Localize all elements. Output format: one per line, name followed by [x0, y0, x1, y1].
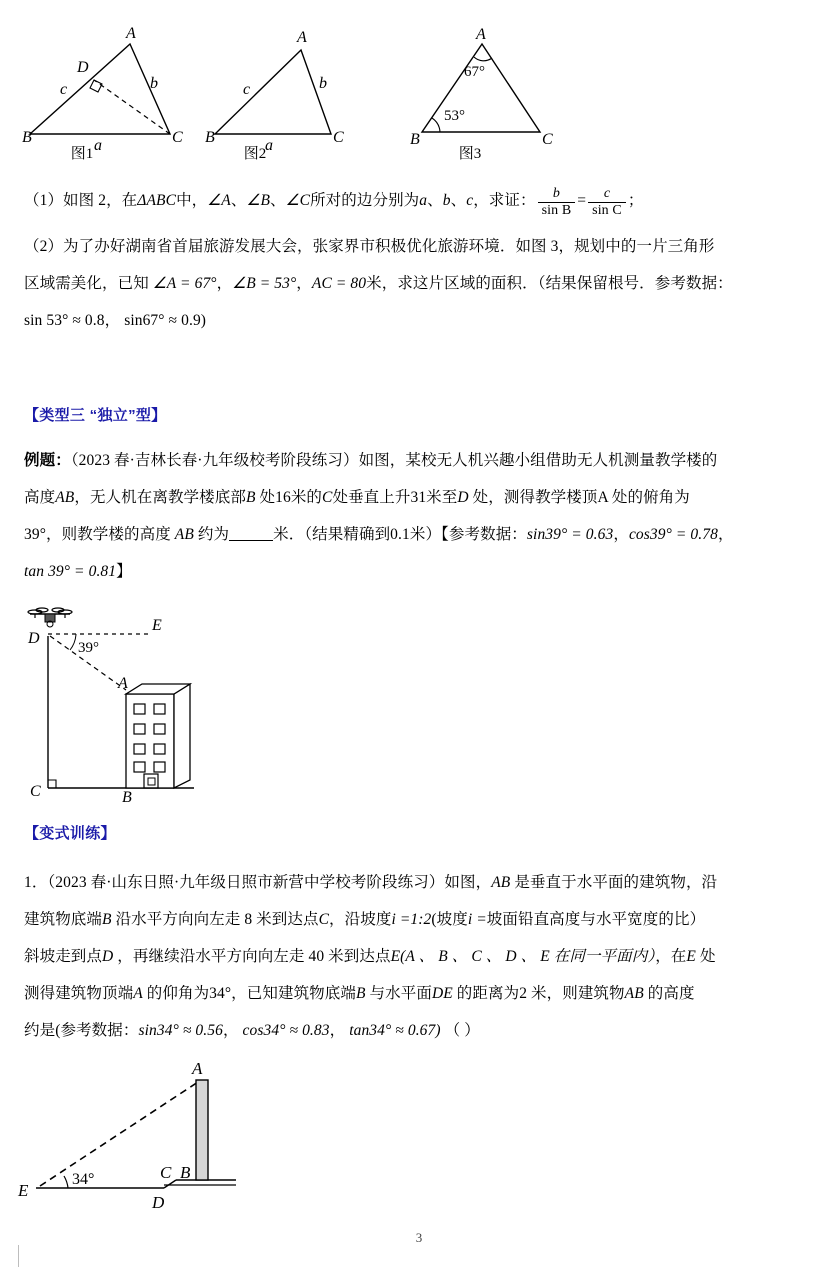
ex-comma-a: ， [613, 526, 629, 543]
ex-l2c: 处16米的 [259, 489, 323, 506]
angle-label-A: 67° [464, 64, 485, 80]
angle-label-B: 53° [444, 108, 465, 124]
figure-3 [400, 22, 570, 148]
v1-l2c: ，沿坡度 [329, 911, 392, 928]
q2-ac-value: AC = 80 [311, 275, 367, 292]
v1-ab-2: AB [624, 985, 644, 1002]
label-B: B [22, 129, 32, 146]
slope-building-figure [14, 1052, 254, 1217]
v1-ab: AB [491, 874, 511, 891]
v1-de: DE [431, 985, 453, 1002]
variant-one-line-5 [24, 1012, 816, 1049]
v1-comma-b: ， [329, 1022, 346, 1039]
triangle-outline [422, 44, 540, 132]
label-C: C [542, 131, 553, 148]
ex-ab: AB [55, 489, 75, 506]
variant-one-line-2 [24, 901, 816, 938]
drone-icon [28, 608, 72, 627]
v1-slope-value: i =1:2 [391, 911, 432, 928]
label-B: B [122, 789, 132, 806]
v1-l2e: 坡面铅直高度与水平宽度的比） [486, 911, 706, 928]
fraction-numerator: b [552, 186, 560, 201]
q1-side-c: c [466, 192, 474, 209]
label-side-c: c [60, 81, 68, 98]
drone-building-figure [22, 598, 242, 806]
example-label: 例题： [24, 452, 71, 469]
label-A: A [126, 25, 136, 42]
question-one-paragraph [24, 182, 814, 219]
q1-triangle: ΔABC [137, 192, 177, 209]
ex-l3c: 米．（结果精确到0.1米）【参考数据： [273, 526, 527, 543]
q2-sin67: sin67° ≈ 0.9) [124, 312, 207, 329]
variant-one-line-4 [24, 975, 816, 1012]
v1-l2d: (坡度 [431, 911, 468, 928]
section-heading-type-three: 【类型三 “独立”型】 [24, 407, 167, 424]
v1-l5a: 约是( [24, 1022, 61, 1039]
ex-point-b: B [245, 489, 256, 506]
v1-tan34: tan34° ≈ 0.67) [349, 1022, 441, 1039]
q2-sin53: sin 53° ≈ 0.8 [24, 312, 105, 329]
example-line-1 [24, 442, 816, 479]
v1-point-e-2: E [686, 948, 696, 965]
v1-l1b: 是垂直于水平面的建筑物，沿 [514, 874, 718, 891]
question-two-line-2 [24, 265, 816, 302]
figure-1-caption: 图1 [70, 146, 94, 162]
variant-one-line-1 [24, 864, 816, 901]
q1-mid: 中， [176, 192, 208, 209]
v1-point-a: A [133, 985, 143, 1002]
label-D: D [28, 630, 40, 647]
label-A: A [118, 675, 128, 692]
ex-cos39: cos39° = 0.78 [628, 526, 718, 543]
q2-comma2: ， [296, 275, 312, 292]
label-A: A [297, 29, 307, 46]
q1-side-b: b [442, 192, 451, 209]
v1-cos34: cos34° ≈ 0.83 [242, 1022, 330, 1039]
q1-prove-label: ，求证： [473, 192, 536, 209]
question-two-line-1: （2）为了办好湖南省首届旅游发展大会，张家界市积极优化旅游环境．如图 3，规划中的一片三角形 [24, 238, 715, 255]
question-two-line-3 [24, 302, 816, 339]
label-C: C [160, 1163, 172, 1182]
v1-l4c: 与水平面 [369, 985, 432, 1002]
v1-point-b: B [102, 911, 112, 928]
answer-blank[interactable] [229, 526, 273, 542]
angle-label-34: 34° [72, 1171, 95, 1188]
q1-prefix: （1）如图 2，在 [24, 192, 138, 209]
fraction-numerator: c [603, 186, 611, 201]
v1-choice-blank[interactable]: （ ） [444, 1022, 480, 1039]
ex-l3a: 39°，则教学楼的高度 [24, 526, 171, 543]
v1-comma-a: ， [222, 1022, 239, 1039]
page-number: 3 [415, 1230, 423, 1245]
fraction-denominator: sin B [538, 202, 576, 219]
example-body-1: 如图，某校无人机兴趣小组借助无人机测量教学楼的 [358, 452, 718, 469]
example-source: （2023 春·吉林长春·九年级校考阶段练习） [70, 452, 359, 469]
q1-angle-b: ∠B [246, 192, 271, 209]
ex-tan39: tan 39° = 0.81 [24, 563, 117, 580]
label-A: A [192, 1059, 203, 1078]
ex-l3b: 约为 [197, 526, 230, 543]
v1-l4b: 的仰角为34°，已知建筑物底端 [146, 985, 356, 1002]
label-E: E [18, 1181, 29, 1200]
v1-l2b: 沿水平方向向左走 8 米到达点 [115, 911, 319, 928]
v1-l3b: ，再继续沿水平方向向左走 40 米到达点 [117, 948, 391, 965]
angle-arc-39 [70, 634, 76, 650]
triangle-outline [215, 50, 331, 134]
example-line-3 [24, 516, 816, 553]
q1-sep2: 、 [270, 192, 286, 209]
q1-sep3: 、 [427, 192, 443, 209]
label-side-c: c [243, 81, 251, 98]
page-edge-mark [18, 1245, 19, 1267]
label-A: A [476, 26, 486, 43]
ex-point-d: D [457, 489, 469, 506]
label-B: B [205, 129, 215, 146]
label-C: C [172, 129, 183, 146]
ex-l2a: 高度 [24, 489, 56, 506]
v1-slope-def: i = [467, 911, 487, 928]
v1-l3d: ，在 [655, 948, 687, 965]
q1-semicolon: ； [627, 192, 644, 209]
v1-l4e: 的高度 [647, 985, 695, 1002]
sight-line-EA [40, 1082, 198, 1186]
v1-num: 1． [24, 874, 48, 891]
label-C: C [333, 129, 344, 146]
label-D: D [152, 1193, 165, 1212]
building-column [196, 1080, 208, 1180]
example-line-4 [24, 553, 816, 590]
v1-point-d: D [102, 948, 114, 965]
fraction-denominator: sin C [588, 202, 626, 219]
q1-angle-a: ∠A [207, 192, 231, 209]
ex-ab-2: AB [174, 526, 194, 543]
ex-l2d: 处垂直上升31米至 [332, 489, 458, 506]
v1-point-c: C [318, 911, 330, 928]
v1-l3e: 处 [699, 948, 716, 965]
label-side-a: a [265, 137, 273, 154]
q1-after-angles: 所对的边分别为 [310, 192, 420, 209]
q2-angle-a-value: ∠A = 67° [152, 275, 217, 292]
label-D: D [77, 59, 89, 76]
label-E: E [152, 617, 162, 634]
label-C: C [30, 783, 41, 800]
ex-l2e: 处，测得教学楼顶A 处的俯角为 [472, 489, 690, 506]
building-side-face [174, 684, 190, 788]
ex-l2b: ，无人机在离教学楼底部 [74, 489, 246, 506]
v1-l1a: 如图， [444, 874, 492, 891]
v1-l4d: 的距离为2 米，则建筑物 [456, 985, 625, 1002]
section-heading-variant-training: 【变式训练】 [24, 825, 116, 842]
label-side-b: b [150, 75, 158, 92]
q2-l2a: 区域需美化，已知 [24, 275, 149, 292]
v1-l2a: 建筑物底端 [24, 911, 103, 928]
building-shape [126, 684, 190, 788]
q1-equals: = [577, 192, 587, 209]
q2-comma1: ， [216, 275, 233, 292]
fraction-b-over-sinB [538, 186, 576, 218]
q1-angle-c: ∠C [285, 192, 311, 209]
example-line-2 [24, 479, 816, 516]
label-side-a: a [94, 137, 102, 154]
ex-sin39: sin39° = 0.63 [526, 526, 614, 543]
q2-l3-comma: ， [104, 312, 121, 329]
fraction-c-over-sinC [588, 186, 626, 218]
v1-l3c: (A 、 B 、 C 、 D 、 E 在同一平面内） [400, 948, 656, 965]
ex-bracket-close: 】 [116, 563, 132, 580]
v1-point-e: E [390, 948, 401, 965]
q1-sep4: 、 [450, 192, 467, 209]
q2-angle-b-value: ∠B = 53° [232, 275, 297, 292]
figure-2-caption: 图2 [243, 146, 267, 162]
v1-sin34: sin34° ≈ 0.56 [138, 1022, 223, 1039]
q2-l2b: ，求这片区域的面积．（结果保留根号．参考数据： [381, 275, 733, 292]
angle-arc-B [432, 118, 440, 132]
v1-l4a: 测得建筑物顶端 [24, 985, 134, 1002]
q1-side-a: a [419, 192, 428, 209]
variant-one-line-3 [24, 938, 816, 975]
angle-arc-34 [64, 1176, 68, 1188]
label-B: B [180, 1163, 191, 1182]
v1-point-b-2: B [355, 985, 366, 1002]
q1-sep1: 、 [230, 192, 247, 209]
label-B: B [410, 131, 420, 148]
v1-ref-label: 参考数据： [60, 1022, 139, 1039]
ex-point-c: C [322, 489, 333, 506]
angle-label-39: 39° [78, 640, 99, 656]
q2-unit: 米 [366, 275, 382, 292]
v1-l3a: 斜坡走到点 [24, 948, 103, 965]
figure-3-caption: 图3 [458, 146, 482, 162]
angle-arc-A [474, 57, 492, 61]
ex-comma-b: ， [717, 526, 734, 543]
right-angle-mark-C [48, 780, 56, 788]
label-side-b: b [319, 75, 327, 92]
v1-source: （2023 春·山东日照·九年级日照市新营中学校考阶段练习） [47, 874, 445, 891]
